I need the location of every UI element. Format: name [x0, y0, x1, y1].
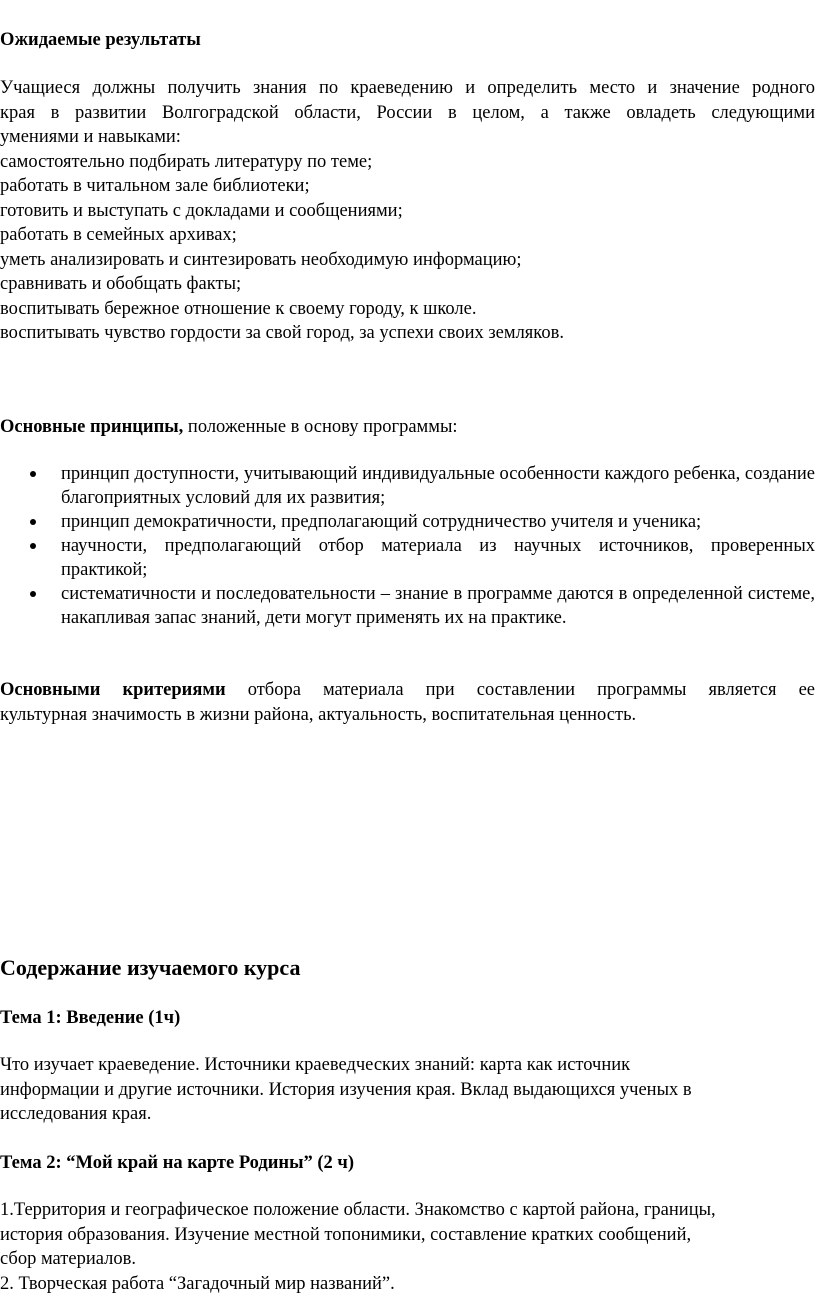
- topic1-line: исследования края.: [0, 1104, 152, 1124]
- intro-line: Учащиеся должны получить знания по краеведению и определить место и значение родного: [0, 78, 815, 98]
- skill-item: уметь анализировать и синтезировать необходимую информацию;: [0, 249, 522, 270]
- criteria-rest: отбора материала при составлении программы является ее: [225, 680, 815, 700]
- principle-item: [0, 534, 815, 582]
- skill-item: готовить и выступать с докладами и сообщениями;: [0, 200, 403, 221]
- skill-item: сравнивать и обобщать факты;: [0, 274, 242, 294]
- topic1-line: информации и другие источники. История изучения края. Вклад выдающихся ученых в: [0, 1079, 692, 1100]
- bullet-icon: [30, 591, 36, 597]
- principle-text: принцип демократичности, предполагающий сотрудничество учителя и ученика;: [61, 512, 702, 532]
- skill-item: самостоятельно подбирать литературу по теме;: [0, 151, 373, 172]
- criteria-paragraph: [0, 678, 815, 727]
- topic1-title: Тема 1: Введение (1ч): [0, 1008, 181, 1028]
- skill-item: работать в читальном зале библиотеки;: [0, 176, 310, 196]
- criteria-bold: Основными критериями: [0, 680, 226, 700]
- principle-text: научности, предполагающий отбор материала из научных источников, проверенных практикой;: [61, 536, 815, 580]
- topic2-line: 1.Территория и географическое положение области. Знакомство с картой района, границы,: [0, 1200, 716, 1220]
- topic2-line: история образования. Изучение местной топонимики, составление кратких сообщений,: [0, 1224, 692, 1245]
- skill-item: работать в семейных архивах;: [0, 225, 237, 245]
- content-heading: Содержание изучаемого курса: [0, 955, 301, 980]
- results-intro: [0, 76, 815, 346]
- skill-item: воспитывать чувство гордости за свой город, за успехи своих земляков.: [0, 323, 564, 343]
- bullet-icon: [30, 519, 36, 525]
- criteria-line: культурная значимость в жизни района, актуальность, воспитательная ценность.: [0, 704, 637, 725]
- topic2-line: сбор материалов.: [0, 1249, 136, 1269]
- topic1-body: [0, 1053, 815, 1127]
- principle-item: [0, 462, 815, 510]
- bullet-icon: [30, 471, 36, 477]
- principles-heading-rest: положенные в основу программы:: [183, 417, 458, 437]
- principles-heading-bold: Основные принципы,: [0, 417, 184, 437]
- bullet-icon: [30, 543, 36, 549]
- criteria-line: [0, 678, 815, 703]
- principle-item: [0, 510, 815, 534]
- topic2-title: Тема 2: “Мой край на карте Родины” (2 ч): [0, 1153, 355, 1173]
- principles-list: [0, 462, 815, 630]
- intro-line: умениями и навыками:: [0, 127, 181, 147]
- principle-text: систематичности и последовательности – знание в программе даются в определенной системе, накапливая запас знаний, дети могут применять их на практике.: [61, 584, 815, 628]
- topic2-body: [0, 1198, 815, 1296]
- principles-heading: [0, 415, 815, 440]
- skill-item: воспитывать бережное отношение к своему городу, к школе.: [0, 298, 477, 319]
- topic1-line: Что изучает краеведение. Источники краеведческих знаний: карта как источник: [0, 1055, 631, 1075]
- principle-item: [0, 582, 815, 630]
- principle-text: принцип доступности, учитывающий индивидуальные особенности каждого ребенка, создание благоприятных условий для их развития;: [61, 464, 815, 508]
- intro-line: края в развитии Волгоградской области, России в целом, а также овладеть следующими: [0, 102, 815, 123]
- topic2-line: 2. Творческая работа “Загадочный мир названий”.: [0, 1273, 395, 1294]
- section-heading-results: Ожидаемые результаты: [0, 30, 201, 50]
